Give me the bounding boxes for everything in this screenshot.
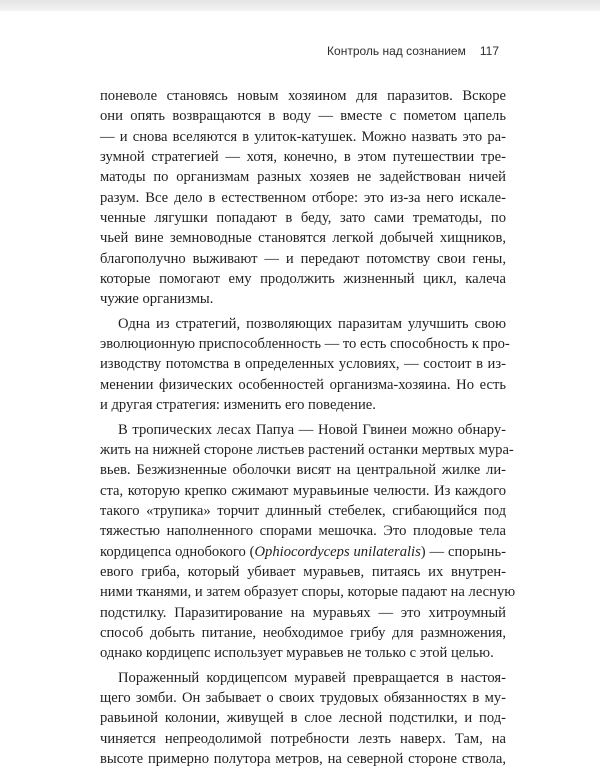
text-line: чужие организмы. (100, 291, 214, 308)
text-line: щего зомби. Он забывает о своих трудовых обязанностях в му- (100, 689, 506, 706)
text-line: способ добыть питание, необходимое грибу для размножения, (100, 624, 506, 641)
text-line: чиняется непреодолимой потребности лезть наверх. Там, на (100, 730, 506, 747)
page-number: 117 (479, 44, 499, 58)
paragraph-2 (100, 314, 510, 416)
text-line: эволюционную приспособленность — то есть способность к про- (100, 336, 510, 353)
text-line: тяжестью наполненного спорами мешочка. Это плодовые тела (100, 523, 506, 540)
text-line-species (100, 542, 506, 562)
text-line: подстилку. Паразитирование на муравьях — это хитроумный (100, 604, 506, 621)
text-line: ста, которую крепко сжимают муравьиные челюсти. Из каждого (100, 482, 506, 499)
text-line: жить на нижней стороне листьев растений останки мертвых мура- (100, 441, 514, 458)
text-line: — и снова вселяются в улиток-катушек. Можно назвать это ра- (100, 128, 506, 145)
text-segment: ) — спорынь- (420, 543, 507, 560)
text-line: Пораженный кордицепсом муравей превращается в настоя- (118, 669, 506, 686)
text-line: Одна из стратегий, позволяющих паразитам улучшить свою (118, 315, 506, 332)
paragraph-3 (100, 420, 516, 664)
text-line: ченные лягушки попадают в беду, зато сами трематоды, по (100, 210, 506, 227)
paragraph-4 (100, 668, 506, 770)
body-text (100, 86, 516, 773)
text-line: равьиной колонии, живущей в слое лесной подстилки, и под- (100, 710, 506, 727)
text-line: однако кордицепс использует муравьев не только с этой целью. (100, 645, 494, 662)
text-line: зумной стратегией — хотя, конечно, в этом путешествии тре- (100, 149, 506, 166)
paragraph-1 (100, 86, 506, 310)
chapter-title: Контроль над сознанием (327, 44, 466, 58)
text-line: матоды по организмам разных хозяев не задействован ничей (100, 169, 506, 186)
text-line: такого «трупика» торчит длинный стебелек, сгибающийся под (100, 502, 506, 519)
text-line: вьев. Безжизненные оболочки висят на центральной жилке ли- (100, 462, 506, 479)
text-line: разум. Все дело в естественном отборе: это из-за него искале- (100, 189, 506, 206)
text-line: которые помогают ему продолжить жизненный цикл, калеча (100, 271, 506, 288)
text-line: евого гриба, который убивает муравьев, питаясь их внутрен- (100, 563, 506, 580)
text-line: менении физических особенностей организма-хозяина. Но есть (100, 376, 506, 393)
species-name: Ophiocordyceps unilateralis (254, 543, 421, 560)
text-line: поневоле становясь новым хозяином для паразитов. Вскоре (100, 88, 506, 104)
text-line: они опять возвращаются в воду — вместе с пометом цапель (100, 108, 506, 125)
text-line: чьей вине земноводные становятся легкой добычей хищников, (100, 230, 506, 247)
text-line: благополучно выживают — и передают потомству свои гены, (100, 250, 506, 267)
text-segment: кордицепса однобокого ( (100, 543, 255, 560)
top-edge-band (0, 0, 600, 11)
text-line: изводству потомства в определенных условиях, — состоит в из- (100, 356, 506, 373)
text-line: ними тканями, и затем образует споры, которые падают на лесную (100, 584, 516, 601)
text-line: и другая стратегия: изменить его поведение. (100, 397, 376, 414)
running-header (327, 44, 499, 58)
text-line: высоте примерно полутора метров, на северной стороне ствола, (100, 751, 506, 767)
text-line: В тропических лесах Папуа — Новой Гвинеи можно обнару- (118, 421, 506, 438)
